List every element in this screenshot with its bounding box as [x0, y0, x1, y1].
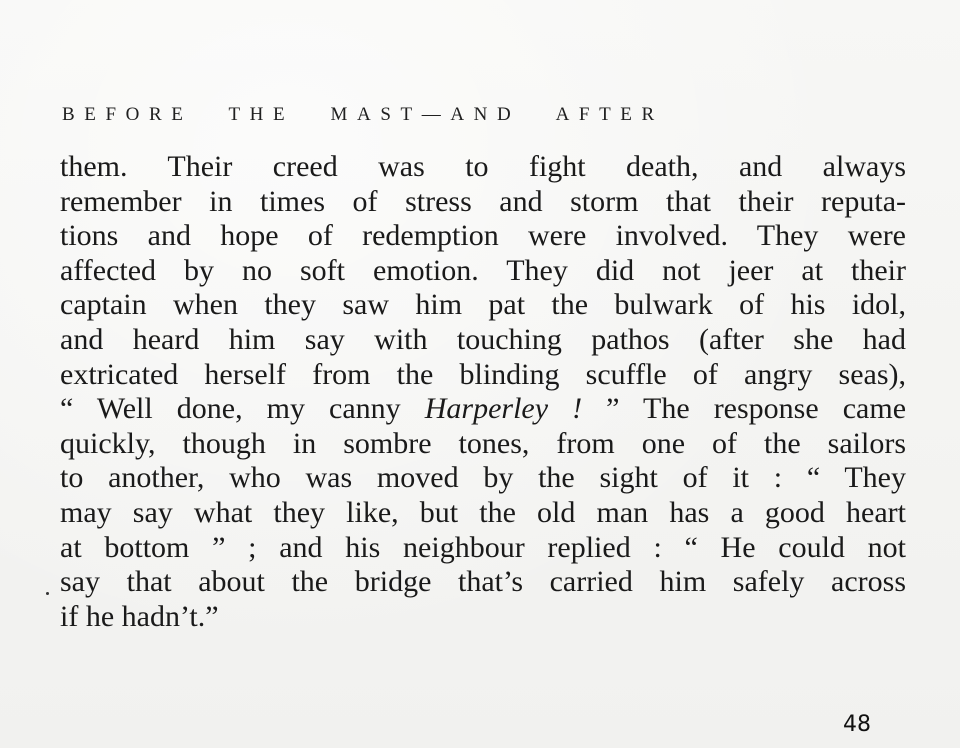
page-number: 48 [843, 712, 871, 737]
text-line: quickly, though in sombre tones, from one of the sailors [60, 426, 906, 460]
text-line: affected by no soft emotion. They did not jeer at their [60, 253, 906, 287]
text-line: if he hadn’t.” [60, 599, 219, 633]
text-line: extricated herself from the blinding scuffle of angry seas), [60, 357, 906, 391]
text-line: may say what they like, but the old man has a good heart [60, 495, 906, 529]
text-line: tions and hope of redemption were involved. They were [60, 219, 906, 253]
body-text [60, 150, 906, 634]
text-line: say that about the bridge that’s carried him safely across [60, 565, 906, 599]
ship-name-italic: Harperley ! [424, 392, 583, 426]
margin-speck [46, 592, 49, 595]
text-segment: ” The response came [582, 392, 907, 426]
text-line: them. Their creed was to fight death, and always [60, 150, 906, 183]
text-line: to another, who was moved by the sight of it : “ They [60, 461, 906, 495]
text-line: captain when they saw him pat the bulwark of his idol, [60, 288, 906, 322]
running-head: BEFORE THE MAST—AND AFTER [62, 104, 664, 125]
text-line: at bottom ” ; and his neighbour replied : “ He could not [60, 530, 906, 564]
text-line: remember in times of stress and storm that their reputa- [60, 184, 906, 218]
text-segment: “ Well done, my canny [60, 392, 425, 426]
text-line: and heard him say with touching pathos (after she had [60, 322, 906, 356]
text-line-with-italic [60, 392, 906, 427]
